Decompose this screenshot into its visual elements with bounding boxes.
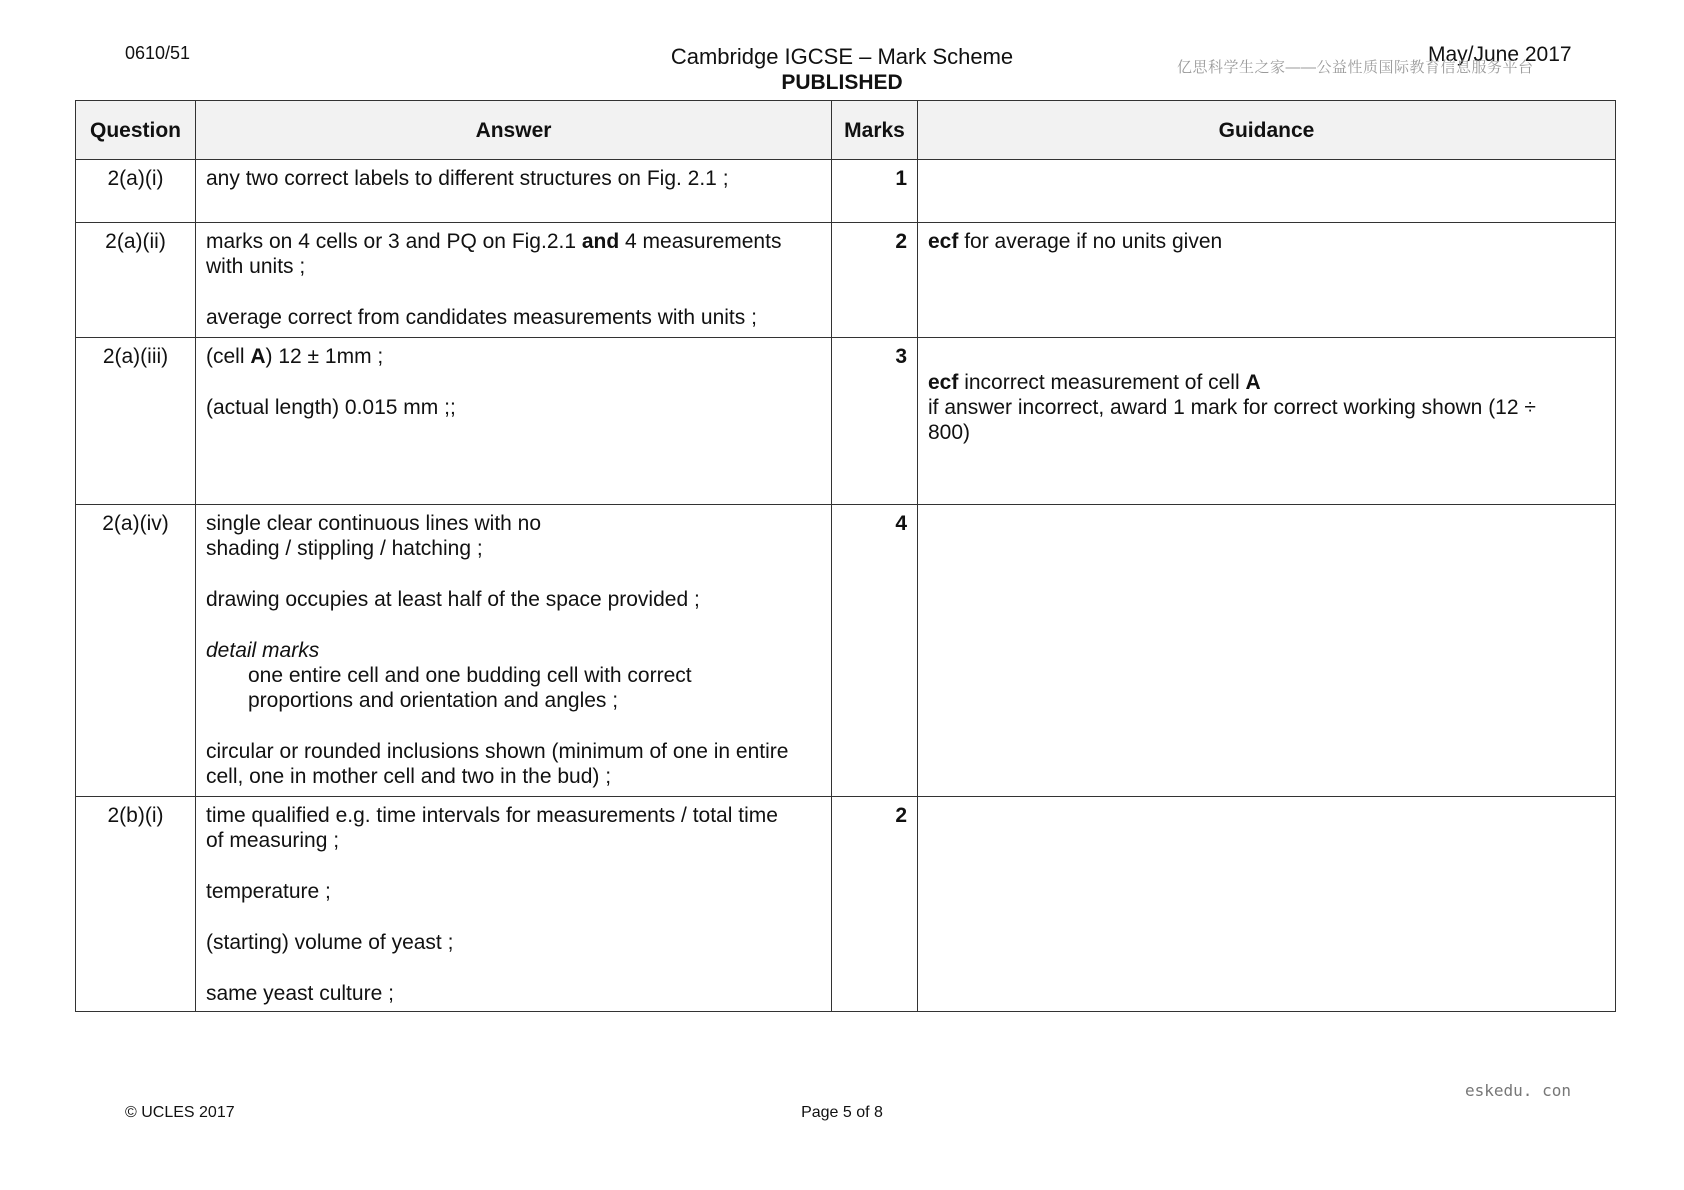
guidance-cell [918, 797, 1616, 1012]
answer-line: cell, one in mother cell and two in the bud) ; [206, 765, 612, 788]
table-row [76, 338, 1616, 505]
answer-line: temperature ; [206, 880, 331, 903]
marks-cell: 3 [832, 338, 918, 505]
answer-emphasis: A [250, 345, 266, 368]
answer-line: average correct from candidates measurements with units ; [206, 306, 757, 329]
answer-line: one entire cell and one budding cell with correct [248, 664, 692, 687]
exam-session: May/June 2017 [1428, 43, 1572, 66]
answer-line: single clear continuous lines with no [206, 512, 542, 535]
marks-cell: 2 [832, 223, 918, 338]
answer-line: time qualified e.g. time intervals for measurements / total time [206, 804, 778, 827]
column-header-answer: Answer [196, 101, 832, 160]
answer-emphasis: and [581, 230, 620, 253]
marks-cell: 1 [832, 160, 918, 223]
guidance-cell [918, 223, 1616, 338]
answer-text: (cell [206, 345, 251, 368]
answer-line: (starting) volume of yeast ; [206, 931, 454, 954]
guidance-line [928, 229, 1605, 254]
table-row [76, 797, 1616, 1012]
answer-line: proportions and orientation and angles ; [248, 689, 619, 712]
table-header-row [76, 101, 1616, 160]
table-row [76, 505, 1616, 797]
guidance-text: incorrect measurement of cell [958, 371, 1246, 394]
column-header-guidance: Guidance [918, 101, 1616, 160]
answer-line: drawing occupies at least half of the space provided ; [206, 588, 700, 611]
guidance-line [928, 370, 1605, 395]
answer-line [206, 344, 821, 369]
paper-code: 0610/51 [125, 43, 191, 63]
guidance-emphasis: ecf [928, 230, 959, 253]
question-cell: 2(a)(i) [76, 160, 196, 223]
answer-text: marks on 4 cells or 3 and PQ on Fig.2.1 [206, 230, 582, 253]
line-gap [206, 279, 821, 305]
line-gap [206, 713, 821, 739]
marks-cell: 2 [832, 797, 918, 1012]
page-number: Page 5 of 8 [801, 1104, 883, 1121]
answer-text: ) 12 ± 1mm ; [265, 345, 384, 368]
watermark-text: 亿思科学生之家——公益性质国际教育信息服务平台 [1177, 59, 1534, 76]
guidance-cell [918, 505, 1616, 797]
line-gap [928, 344, 1605, 370]
answer-line: same yeast culture ; [206, 982, 394, 1005]
answer-line: any two correct labels to different structures on Fig. 2.1 ; [206, 167, 729, 190]
site-watermark: eskedu. con [1465, 1081, 1571, 1100]
line-gap [206, 369, 821, 395]
answer-line: circular or rounded inclusions shown (minimum of one in entire [206, 740, 789, 763]
answer-line: with units ; [206, 255, 306, 278]
answer-cell [196, 160, 832, 223]
column-header-marks: Marks [832, 101, 918, 160]
answer-cell [196, 223, 832, 338]
guidance-emphasis: ecf [928, 371, 959, 394]
guidance-line: 800) [928, 421, 971, 444]
line-gap [206, 561, 821, 587]
document-title: Cambridge IGCSE – Mark Scheme [670, 44, 1014, 69]
question-cell: 2(b)(i) [76, 797, 196, 1012]
answer-subheading: detail marks [206, 639, 320, 662]
mark-scheme-table [75, 100, 1616, 1012]
line-gap [206, 904, 821, 930]
question-cell: 2(a)(ii) [76, 223, 196, 338]
answer-line: of measuring ; [206, 829, 340, 852]
column-header-question: Question [76, 101, 196, 160]
line-gap [206, 853, 821, 879]
answer-cell [196, 797, 832, 1012]
guidance-cell [918, 160, 1616, 223]
marks-cell: 4 [832, 505, 918, 797]
answer-cell [196, 505, 832, 797]
line-gap [206, 612, 821, 638]
guidance-cell [918, 338, 1616, 505]
line-gap [206, 955, 821, 981]
copyright-notice: © UCLES 2017 [125, 1104, 235, 1121]
answer-line: (actual length) 0.015 mm ;; [206, 396, 456, 419]
table-row [76, 160, 1616, 223]
table-row [76, 223, 1616, 338]
guidance-line: if answer incorrect, award 1 mark for correct working shown (12 ÷ [928, 396, 1536, 419]
answer-line: shading / stippling / hatching ; [206, 537, 483, 560]
published-label: PUBLISHED [781, 71, 903, 94]
answer-line [206, 229, 821, 254]
guidance-emphasis: A [1245, 371, 1261, 394]
answer-cell [196, 338, 832, 505]
guidance-text: for average if no units given [958, 230, 1223, 253]
question-cell: 2(a)(iii) [76, 338, 196, 505]
answer-text: 4 measurements [619, 230, 782, 253]
question-cell: 2(a)(iv) [76, 505, 196, 797]
